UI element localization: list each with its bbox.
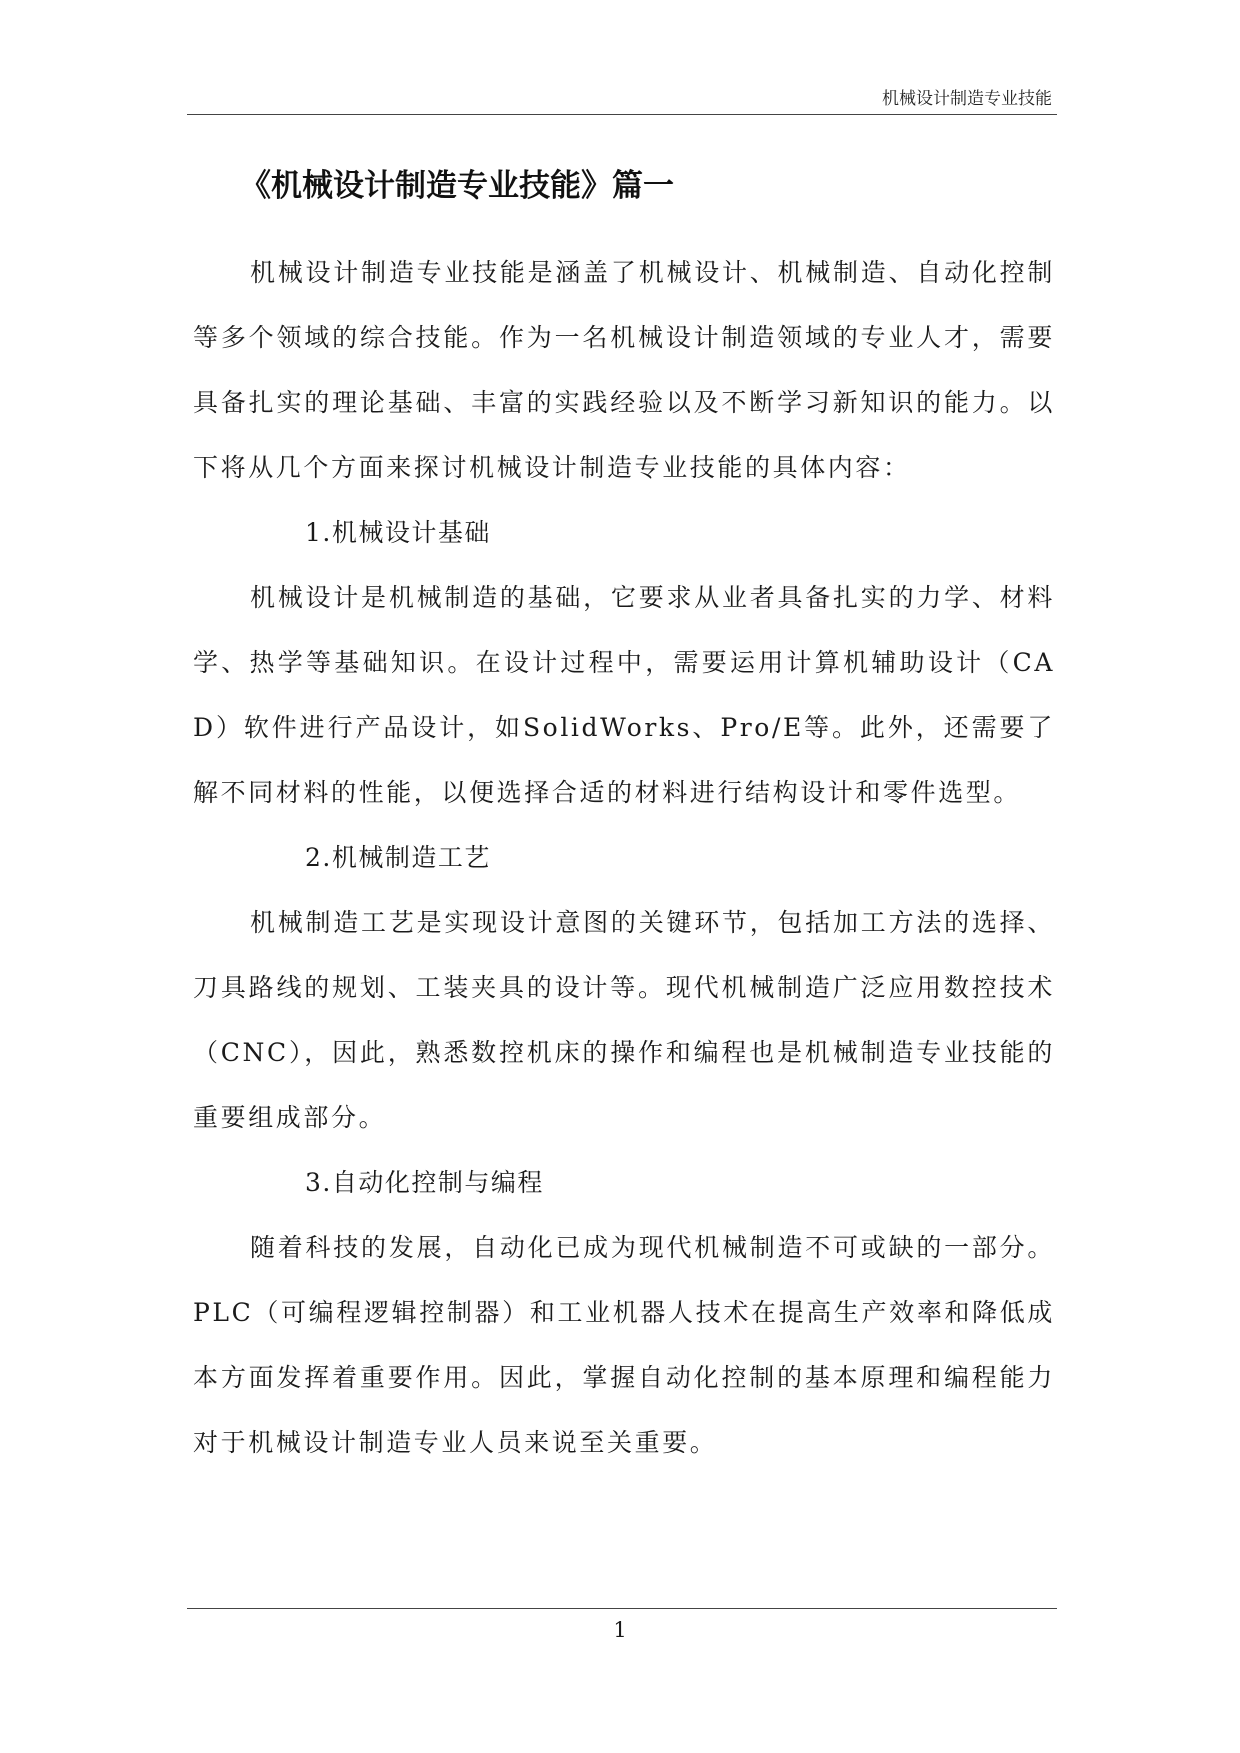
footer-divider	[187, 1608, 1057, 1609]
header-divider	[187, 114, 1057, 115]
running-header: 机械设计制造专业技能	[882, 89, 1052, 109]
intro-paragraph: 机械设计制造专业技能是涵盖了机械设计、机械制造、自动化控制等多个领域的综合技能。作为一名机械设计制造领域的专业人才，需要具备扎实的理论基础、丰富的实践经验以及不断学习新知识的能力。以下将从几个方面来探讨机械设计制造专业技能的具体内容：	[193, 258, 1055, 482]
section-heading-2: 2.机械制造工艺	[305, 843, 491, 872]
document-title: 《机械设计制造专业技能》篇一	[240, 168, 674, 204]
section-paragraph-3: 随着科技的发展，自动化已成为现代机械制造不可或缺的一部分。PLC（可编程逻辑控制器）和工业机器人技术在提高生产效率和降低成本方面发挥着重要作用。因此，掌握自动化控制的基本原理和编程能力对于机械设计制造专业人员来说至关重要。	[193, 1233, 1055, 1457]
section-heading-1: 1.机械设计基础	[305, 518, 491, 547]
document-body	[193, 240, 1055, 1475]
section-paragraph-2: 机械制造工艺是实现设计意图的关键环节，包括加工方法的选择、刀具路线的规划、工装夹具的设计等。现代机械制造广泛应用数控技术（CNC），因此，熟悉数控机床的操作和编程也是机械制造专业技能的重要组成部分。	[193, 908, 1055, 1132]
section-heading-3: 3.自动化控制与编程	[305, 1168, 544, 1197]
section-paragraph-1: 机械设计是机械制造的基础，它要求从业者具备扎实的力学、材料学、热学等基础知识。在设计过程中，需要运用计算机辅助设计（CAD）软件进行产品设计，如SolidWorks、Pro/E等。此外，还需要了解不同材料的性能，以便选择合适的材料进行结构设计和零件选型。	[193, 583, 1055, 807]
page-number: 1	[613, 1618, 627, 1642]
